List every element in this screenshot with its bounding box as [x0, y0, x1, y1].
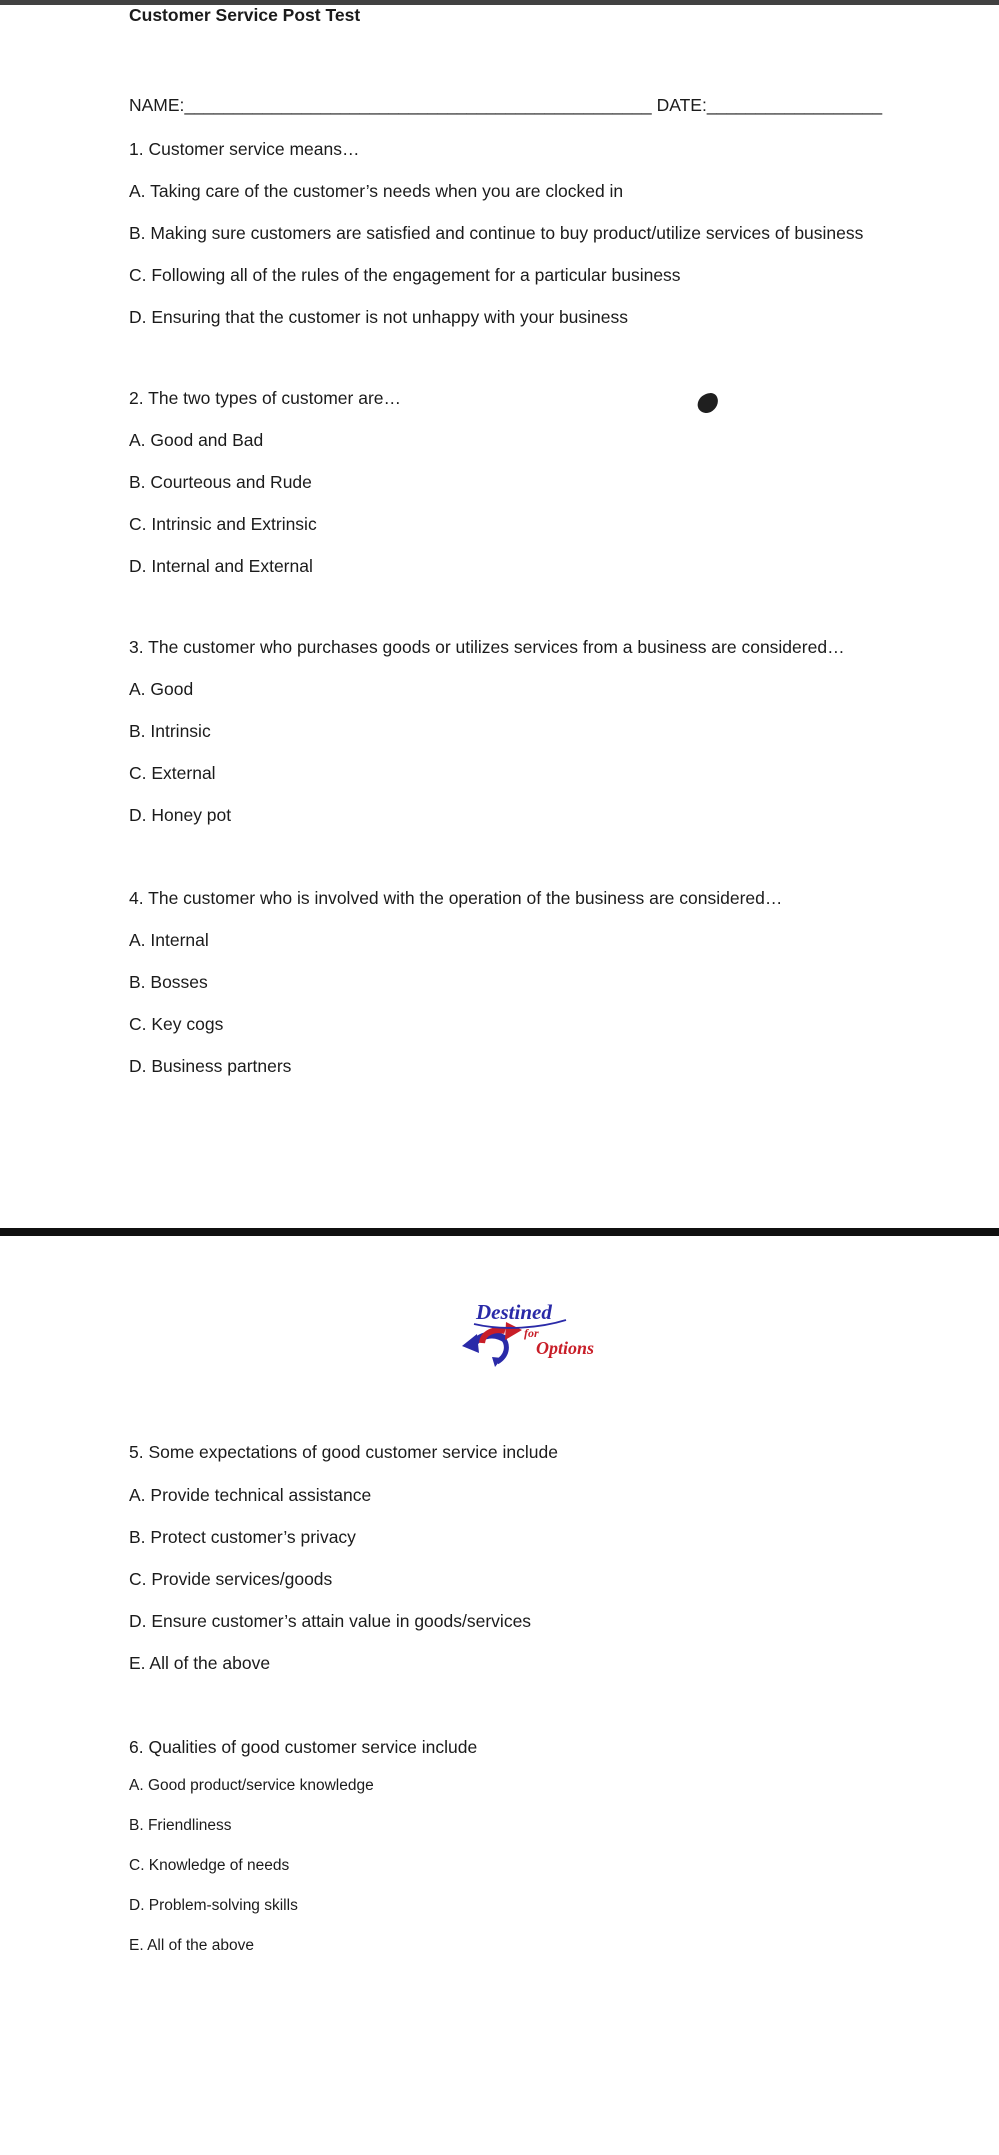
question-4-option-b: B. Bosses — [129, 972, 208, 992]
question-3-option-b: B. Intrinsic — [129, 721, 211, 741]
name-date-row — [129, 93, 882, 117]
question-1-text: 1. Customer service means… — [129, 139, 360, 159]
question-1-option-b: B. Making sure customers are satisfied and continue to buy product/utilize services of business — [129, 223, 864, 243]
question-1-option-d: D. Ensuring that the customer is not unhappy with your business — [129, 307, 629, 327]
question-4-option-a: A. Internal — [129, 930, 209, 950]
page-divider — [0, 1228, 999, 1236]
question-4-option-c: C. Key cogs — [129, 1014, 224, 1034]
name-blank-line: ________________________________________________ — [184, 95, 652, 115]
question-5-option-d: D. Ensure customer’s attain value in goods/services — [129, 1611, 532, 1631]
question-3-option-d: D. Honey pot — [129, 805, 232, 825]
question-2-text: 2. The two types of customer are… — [129, 388, 402, 408]
question-5-option-c: C. Provide services/goods — [129, 1569, 333, 1589]
question-6-option-d: D. Problem-solving skills — [129, 1897, 298, 1914]
question-1-option-a: A. Taking care of the customer’s needs when you are clocked in — [129, 181, 624, 201]
logo-graphic — [462, 1296, 607, 1368]
logo-destined-text: Destined — [476, 1300, 552, 1324]
date-blank-line: __________________ — [706, 95, 883, 115]
question-1-option-c: C. Following all of the rules of the engagement for a particular business — [129, 265, 681, 285]
question-5-option-b: B. Protect customer’s privacy — [129, 1527, 356, 1547]
question-6-option-b: B. Friendliness — [129, 1817, 232, 1834]
question-3-option-c: C. External — [129, 763, 216, 783]
date-label: DATE: — [656, 95, 707, 115]
question-5-text: 5. Some expectations of good customer service include — [129, 1442, 558, 1462]
question-2-option-c: C. Intrinsic and Extrinsic — [129, 514, 317, 534]
logo-options-text: Options — [536, 1338, 595, 1358]
question-4-option-d: D. Business partners — [129, 1056, 292, 1076]
question-5-option-a: A. Provide technical assistance — [129, 1485, 372, 1505]
question-3-option-a: A. Good — [129, 679, 194, 699]
question-2-option-d: D. Internal and External — [129, 556, 313, 576]
question-6-option-e: E. All of the above — [129, 1937, 254, 1954]
question-2-option-a: A. Good and Bad — [129, 430, 264, 450]
page-title: Customer Service Post Test — [129, 5, 361, 25]
logo-for-text: for — [524, 1326, 539, 1340]
question-6-option-c: C. Knowledge of needs — [129, 1857, 290, 1874]
company-logo — [462, 1296, 607, 1368]
question-4-text: 4. The customer who is involved with the operation of the business are considered… — [129, 888, 783, 908]
question-2-option-b: B. Courteous and Rude — [129, 472, 312, 492]
question-6-option-a: A. Good product/service knowledge — [129, 1777, 374, 1794]
question-5-option-e: E. All of the above — [129, 1653, 271, 1673]
name-label: NAME: — [129, 95, 185, 115]
ink-blob-mark — [694, 389, 722, 417]
question-6-text: 6. Qualities of good customer service include — [129, 1737, 478, 1757]
question-3-text: 3. The customer who purchases goods or utilizes services from a business are considered… — [129, 637, 845, 657]
